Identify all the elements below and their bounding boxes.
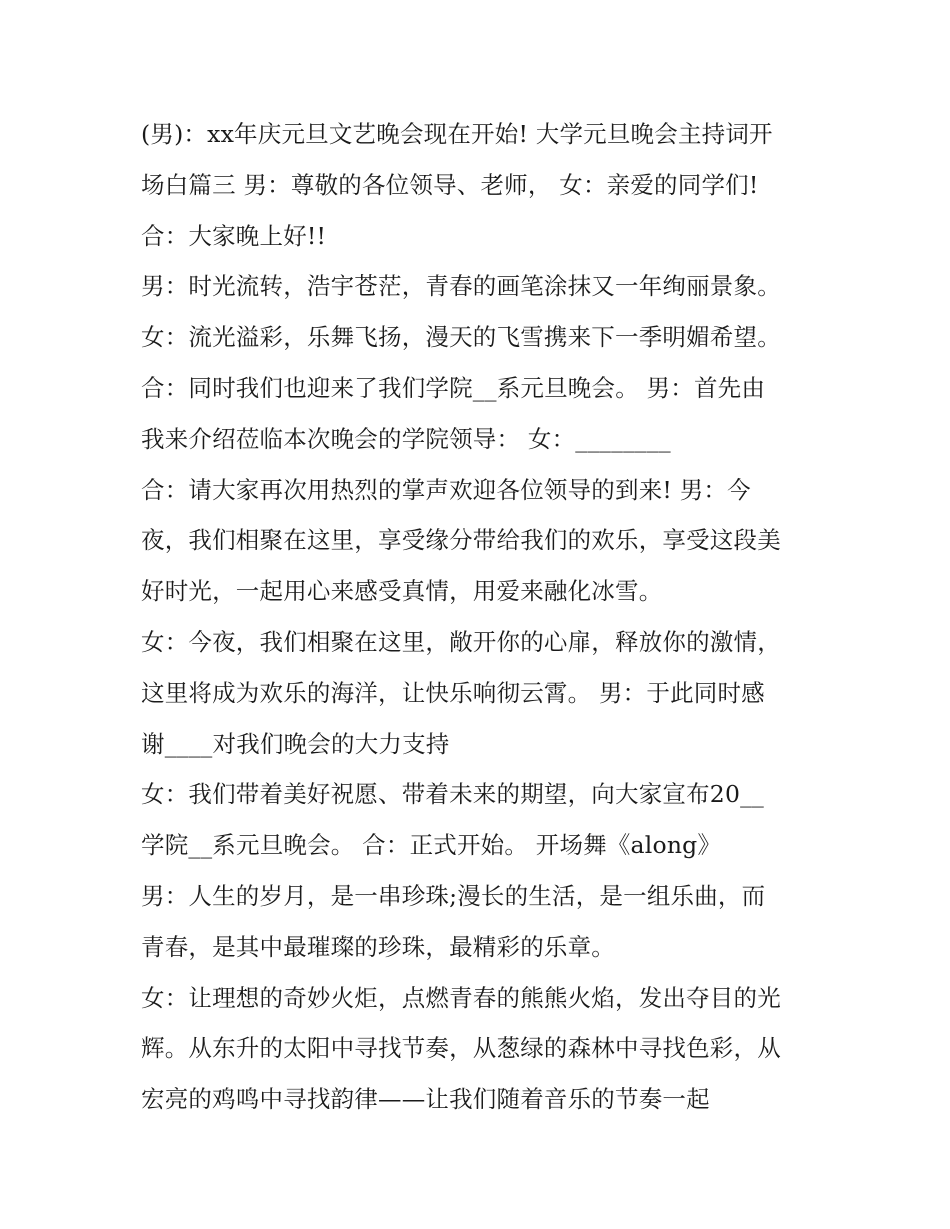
text-line: 我来介绍莅临本次晚会的学院领导： 女：________ bbox=[141, 424, 671, 453]
text-line: 合：大家晚上好!! bbox=[141, 221, 327, 250]
text-line: 辉。从东升的太阳中寻找节奏，从葱绿的森林中寻找色彩，从 bbox=[141, 1034, 781, 1063]
text-line: (男)：xx年庆元旦文艺晚会现在开始! 大学元旦晚会主持词开 bbox=[141, 120, 773, 148]
text-line: 女：今夜，我们相聚在这里，敞开你的心扉，释放你的激情， bbox=[141, 627, 781, 656]
body-text bbox=[141, 109, 831, 1125]
text-line: 女：让理想的奇妙火炬，点燃青春的熊熊火焰，发出夺目的光 bbox=[141, 983, 781, 1012]
text-line: 宏亮的鸡鸣中寻找韵律——让我们随着音乐的节奏一起 bbox=[141, 1085, 710, 1114]
text-line: 这里将成为欢乐的海洋，让快乐响彻云霄。 男：于此同时感 bbox=[141, 678, 765, 707]
text-line: 谢____对我们晚会的大力支持 bbox=[141, 729, 450, 758]
text-line: 女：我们带着美好祝愿、带着未来的期望，向大家宣布20__ bbox=[141, 780, 765, 809]
text-line: 男：时光流转，浩宇苍茫，青春的画笔涂抹又一年绚丽景象。 bbox=[141, 272, 781, 301]
text-line: 合：同时我们也迎来了我们学院__系元旦晚会。 男：首先由 bbox=[141, 373, 766, 402]
text-line: 男：人生的岁月，是一串珍珠;漫长的生活，是一组乐曲，而 bbox=[141, 881, 766, 910]
text-line: 场白篇三 男：尊敬的各位领导、老师， 女：亲爱的同学们! bbox=[141, 170, 759, 199]
text-line: 学院__系元旦晚会。 合：正式开始。 开场舞《along》 bbox=[141, 831, 722, 860]
text-line: 好时光，一起用心来感受真情，用爱来融化冰雪。 bbox=[141, 577, 663, 606]
text-line: 合：请大家再次用热烈的掌声欢迎各位领导的到来! 男：今 bbox=[141, 475, 751, 504]
text-line: 夜，我们相聚在这里，享受缘分带给我们的欢乐，享受这段美 bbox=[141, 526, 781, 555]
text-line: 青春，是其中最璀璨的珍珠，最精彩的乐章。 bbox=[141, 932, 615, 961]
text-line: 女：流光溢彩，乐舞飞扬，漫天的飞雪携来下一季明媚希望。 bbox=[141, 323, 781, 352]
